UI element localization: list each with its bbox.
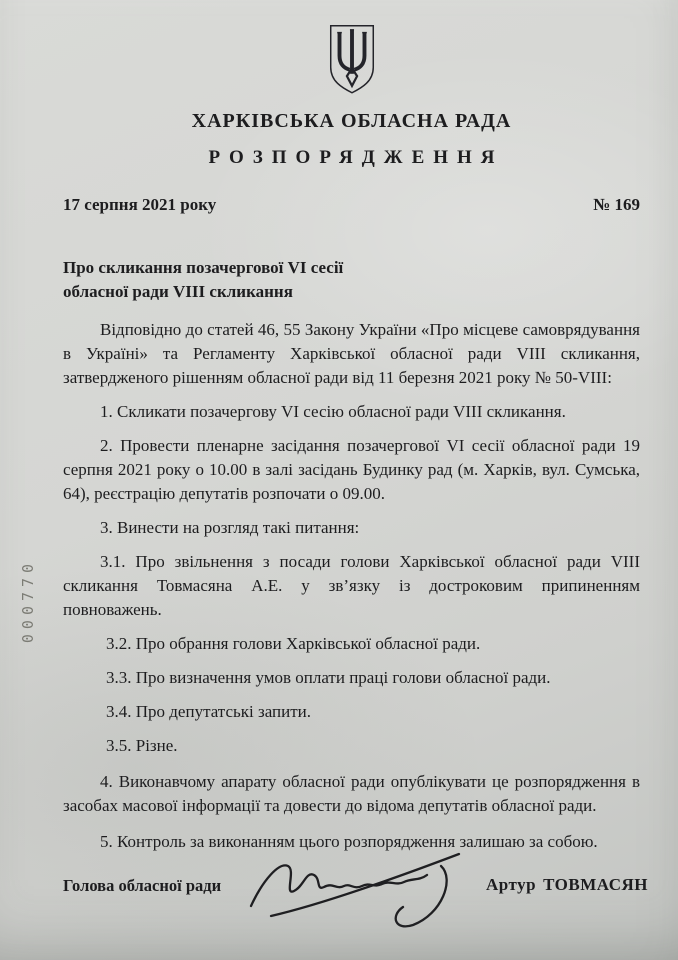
paragraph-3-3: 3.3. Про визначення умов оплати праці голови обласної ради. <box>106 668 551 687</box>
signatory-name <box>486 875 648 895</box>
paragraph-3-4: 3.4. Про депутатські запити. <box>106 702 311 721</box>
doc-type-title: РОЗПОРЯДЖЕННЯ <box>208 147 504 168</box>
paragraph-3: 3. Винести на розгляд такі питання: <box>100 518 360 537</box>
signatory-title: Голова обласної ради <box>63 876 222 895</box>
doc-subject-line1: Про скликання позачергової VI сесії <box>63 258 344 277</box>
doc-body <box>63 318 640 854</box>
paragraph-2: 2. Провести пленарне засідання позачергової VI сесії обласної ради 19 серпня 2021 року о 10.00 в залі засідань Будинку рад (м. Харків, вул. Сумська, 64), реєстрацію депутатів розпочати о 09.00. <box>63 436 640 503</box>
doc-number: № 169 <box>593 195 640 214</box>
paragraph-3-1: 3.1. Про звільнення з посади голови Харківської обласної ради VIII скликання Товмасяна А.Е. у зв’язку із достроковим припиненням повноважень. <box>63 552 640 619</box>
paragraph-3-5: 3.5. Різне. <box>106 736 178 755</box>
doc-subject <box>63 256 640 304</box>
signatory-first-name: Артур <box>485 875 537 894</box>
doc-subject-line2: обласної ради VIII скликання <box>63 282 293 301</box>
signature-row <box>63 868 648 958</box>
paragraph-5: 5. Контроль за виконанням цього розпорядження залишаю за собою. <box>100 832 598 851</box>
handwritten-signature-icon <box>243 846 475 947</box>
paragraph-1: 1. Скликати позачергову VI сесію обласної ради VIII скликання. <box>100 402 566 421</box>
paragraph-4: 4. Виконавчому апарату обласної ради опублікувати це розпорядження в засобах масової інформації та довести до відома депутатів обласної ради. <box>63 772 640 815</box>
paragraph-3-2: 3.2. Про обрання голови Харківської обласної ради. <box>106 634 481 653</box>
doc-date: 17 серпня 2021 року <box>63 195 217 214</box>
emblem-wrap <box>63 22 640 101</box>
intro-paragraph: Відповідно до статей 46, 55 Закону України «Про місцеве самоврядування в Україні» та Регламенту Харківської обласної ради VIII скликання, затвердженого рішенням обласної ради від 11 березня 2021 року № 50-VIII: <box>63 320 640 387</box>
signatory-last-name: ТОВМАСЯН <box>543 875 648 894</box>
meta-row <box>63 194 640 216</box>
registration-stamp-number: 000770 <box>19 558 37 644</box>
ukraine-trident-emblem-icon <box>323 83 381 100</box>
org-name: ХАРКІВСЬКА ОБЛАСНА РАДА <box>191 110 512 132</box>
